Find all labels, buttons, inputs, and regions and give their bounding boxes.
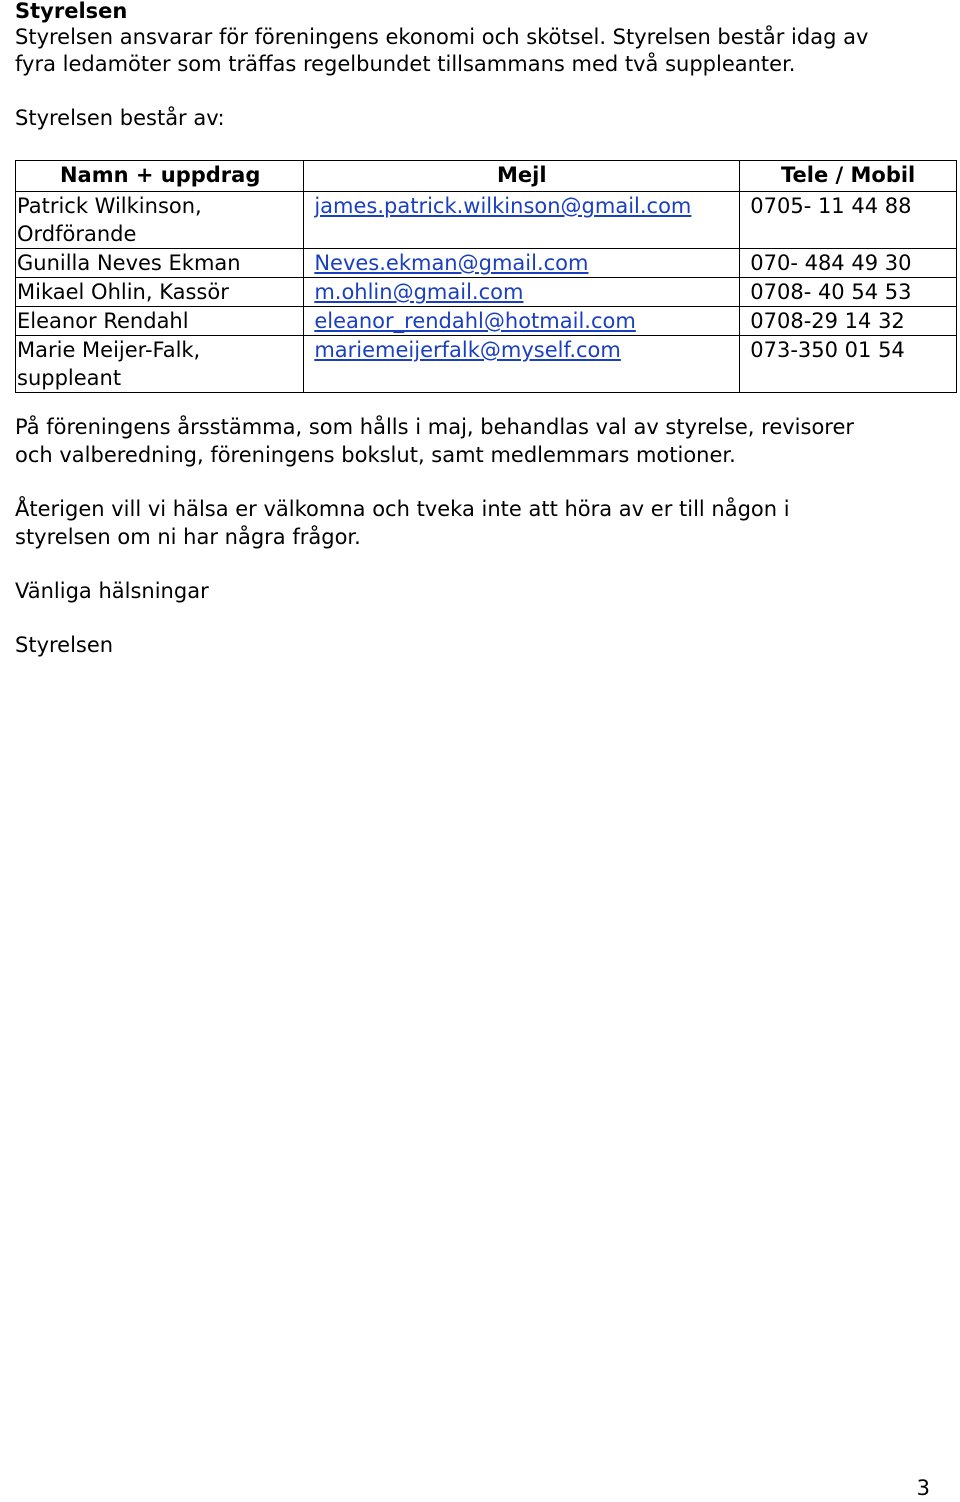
- member-email-cell: [304, 336, 740, 393]
- header-email: Mejl: [304, 161, 740, 192]
- member-phone: 0705- 11 44 88: [740, 192, 957, 249]
- page-number: 3: [916, 1476, 930, 1500]
- table-row: [16, 249, 957, 278]
- table-row: [16, 307, 957, 336]
- member-email-link[interactable]: james.patrick.wilkinson@gmail.com: [314, 194, 692, 218]
- member-name-cell: [16, 192, 304, 249]
- table-header-row: [16, 161, 957, 192]
- paragraph-line: På föreningens årsstämma, som hålls i maj, behandlas val av styrelse, revisorer: [15, 415, 855, 439]
- intro-line: Styrelsen ansvarar för föreningens ekonomi och skötsel. Styrelsen består idag av: [15, 25, 869, 49]
- paragraph-line: styrelsen om ni har några frågor.: [15, 525, 361, 549]
- member-phone: 0708- 40 54 53: [740, 278, 957, 307]
- table-row: [16, 336, 957, 393]
- member-name-cell: [16, 249, 304, 278]
- board-members-table: [15, 160, 957, 393]
- member-email-cell: [304, 307, 740, 336]
- member-email-link[interactable]: mariemeijerfalk@myself.com: [314, 338, 621, 362]
- member-email-cell: [304, 249, 740, 278]
- header-phone: Tele / Mobil: [740, 161, 957, 192]
- member-email-link[interactable]: Neves.ekman@gmail.com: [314, 251, 589, 275]
- member-phone: 0708-29 14 32: [740, 307, 957, 336]
- member-name-cell: [16, 336, 304, 393]
- member-role: Ordförande: [17, 222, 137, 246]
- paragraph-line: och valberedning, föreningens bokslut, samt medlemmars motioner.: [15, 443, 736, 467]
- intro-line: fyra ledamöter som träffas regelbundet tillsammans med två suppleanter.: [15, 52, 796, 76]
- closing-greeting: Vänliga hälsningar: [15, 579, 209, 603]
- member-email-cell: [304, 192, 740, 249]
- table-row: [16, 278, 957, 307]
- member-email-link[interactable]: eleanor_rendahl@hotmail.com: [314, 309, 636, 333]
- member-name: Marie Meijer-Falk,: [17, 338, 201, 362]
- member-email-cell: [304, 278, 740, 307]
- member-name: Gunilla Neves Ekman: [17, 251, 241, 275]
- member-phone: 073-350 01 54: [740, 336, 957, 393]
- members-intro: Styrelsen består av:: [15, 106, 225, 130]
- section-heading: Styrelsen: [15, 0, 128, 23]
- member-role: suppleant: [17, 366, 122, 390]
- annual-meeting-paragraph: [15, 413, 957, 469]
- closing-section: [15, 413, 957, 685]
- intro-paragraph: [15, 24, 957, 78]
- paragraph-line: Återigen vill vi hälsa er välkomna och tveka inte att höra av er till någon i: [15, 497, 790, 521]
- header-name: Namn + uppdrag: [16, 161, 304, 192]
- table-row: [16, 192, 957, 249]
- document-page: [15, 0, 957, 657]
- member-email-link[interactable]: m.ohlin@gmail.com: [314, 280, 524, 304]
- member-name: Patrick Wilkinson,: [17, 194, 202, 218]
- member-name: Eleanor Rendahl: [17, 309, 189, 333]
- member-name-cell: [16, 307, 304, 336]
- member-phone: 070- 484 49 30: [740, 249, 957, 278]
- member-name-cell: [16, 278, 304, 307]
- welcome-paragraph: [15, 495, 957, 551]
- member-name: Mikael Ohlin, Kassör: [17, 280, 229, 304]
- signature: Styrelsen: [15, 633, 114, 657]
